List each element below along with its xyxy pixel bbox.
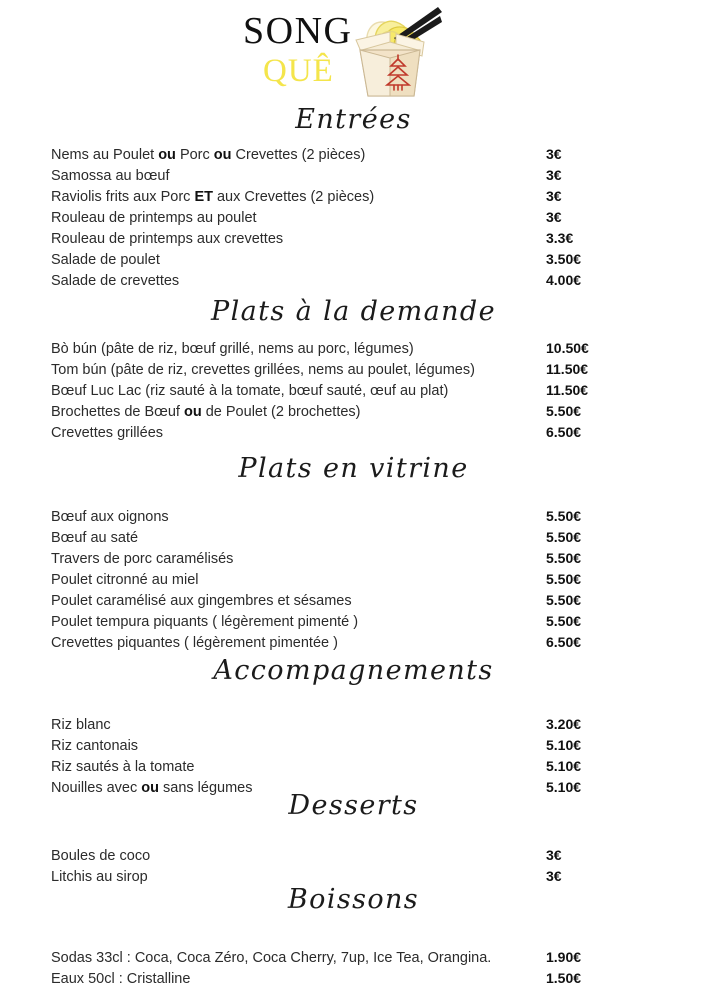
menu-item-name: Riz blanc bbox=[51, 717, 111, 734]
menu-item-price: 11.50€ bbox=[546, 382, 589, 399]
menu-item-row bbox=[0, 632, 707, 653]
menu-item-row bbox=[0, 359, 707, 380]
menu-section-plats-a-la-demande bbox=[0, 298, 707, 443]
menu-item-price: 5.50€ bbox=[546, 403, 582, 420]
menu-item-row bbox=[0, 548, 707, 569]
menu-item-name: Tom bún (pâte de riz, crevettes grillées, nems au poulet, légumes) bbox=[51, 362, 475, 379]
menu-item-name: Rouleau de printemps au poulet bbox=[51, 210, 257, 227]
section-heading: Plats en vitrine bbox=[238, 453, 469, 484]
menu-item-name: Salade de crevettes bbox=[51, 273, 180, 290]
menu-item-row bbox=[0, 714, 707, 735]
menu-item-row bbox=[0, 506, 707, 527]
menu-item-row bbox=[0, 735, 707, 756]
menu-item-row bbox=[0, 165, 707, 186]
menu-item-row bbox=[0, 527, 707, 548]
menu-item-name: Bœuf au saté bbox=[51, 530, 139, 547]
menu-item-name: Crevettes piquantes ( légèrement pimentée ) bbox=[51, 635, 338, 652]
menu-item-price: 1.90€ bbox=[546, 949, 582, 966]
menu-item-row bbox=[0, 401, 707, 422]
menu-item-row bbox=[0, 947, 707, 968]
menu-item-name: Rouleau de printemps aux crevettes bbox=[51, 231, 284, 248]
menu-item-name: Poulet caramélisé aux gingembres et sésames bbox=[51, 593, 352, 610]
menu-item-price: 1.50€ bbox=[546, 970, 582, 987]
menu-item-row bbox=[0, 249, 707, 270]
menu-header bbox=[0, 0, 707, 104]
menu-item-price: 5.50€ bbox=[546, 529, 582, 546]
menu-item-name: Litchis au sirop bbox=[51, 869, 148, 886]
menu-item-price: 5.10€ bbox=[546, 758, 582, 775]
takeout-noodle-box-icon bbox=[338, 2, 442, 102]
menu-item-name: Crevettes grillées bbox=[51, 425, 164, 442]
menu-item-price: 5.10€ bbox=[546, 737, 582, 754]
menu-item-price: 3€ bbox=[546, 188, 562, 205]
menu-item-price: 3.3€ bbox=[546, 230, 574, 247]
menu-item-price: 5.50€ bbox=[546, 613, 582, 630]
brand-name-secondary: QUÊ bbox=[263, 53, 334, 89]
menu-item-row bbox=[0, 186, 707, 207]
menu-item-row bbox=[0, 611, 707, 632]
menu-item-name: Riz cantonais bbox=[51, 738, 139, 755]
menu-item-list bbox=[0, 845, 707, 887]
menu-item-name: Poulet tempura piquants ( légèrement pimenté ) bbox=[51, 614, 359, 631]
menu-item-list bbox=[0, 714, 707, 798]
menu-item-name: Salade de poulet bbox=[51, 252, 160, 269]
menu-item-row bbox=[0, 270, 707, 291]
section-heading: Boissons bbox=[287, 884, 420, 915]
menu-item-name: Eaux 50cl : Cristalline bbox=[51, 971, 191, 988]
menu-item-list bbox=[0, 506, 707, 653]
menu-item-price: 3€ bbox=[546, 868, 562, 885]
menu-item-name: Samossa au bœuf bbox=[51, 168, 170, 185]
menu-item-name: Nems au Poulet ou Porc ou Crevettes (2 pièces) bbox=[51, 147, 366, 164]
section-heading: Desserts bbox=[288, 790, 419, 821]
menu-item-name: Nouilles avec ou sans légumes bbox=[51, 780, 253, 797]
menu-section-entrees bbox=[0, 106, 707, 291]
menu-item-price: 10.50€ bbox=[546, 340, 589, 357]
menu-item-name: Riz sautés à la tomate bbox=[51, 759, 195, 776]
menu-item-name: Boules de coco bbox=[51, 848, 151, 865]
menu-item-list bbox=[0, 947, 707, 989]
menu-item-row bbox=[0, 590, 707, 611]
menu-item-price: 5.50€ bbox=[546, 508, 582, 525]
menu-item-price: 6.50€ bbox=[546, 424, 582, 441]
menu-item-price: 6.50€ bbox=[546, 634, 582, 651]
menu-item-name: Bò bún (pâte de riz, bœuf grillé, nems au porc, légumes) bbox=[51, 341, 414, 358]
menu-item-row bbox=[0, 228, 707, 249]
menu-section-accompagnements bbox=[0, 657, 707, 798]
menu-item-price: 3€ bbox=[546, 146, 562, 163]
menu-item-price: 5.50€ bbox=[546, 550, 582, 567]
menu-item-name: Brochettes de Bœuf ou de Poulet (2 brochettes) bbox=[51, 404, 361, 421]
menu-item-price: 3.50€ bbox=[546, 251, 582, 268]
brand-name-primary: SONG bbox=[243, 10, 353, 52]
menu-item-name: Raviolis frits aux Porc ET aux Crevettes (2 pièces) bbox=[51, 189, 375, 206]
menu-item-name: Poulet citronné au miel bbox=[51, 572, 199, 589]
menu-item-list bbox=[0, 144, 707, 291]
menu-item-row bbox=[0, 338, 707, 359]
menu-item-price: 3€ bbox=[546, 847, 562, 864]
section-heading: Entrées bbox=[295, 104, 412, 135]
menu-item-price: 3.20€ bbox=[546, 716, 582, 733]
menu-section-desserts bbox=[0, 792, 707, 887]
menu-item-price: 3€ bbox=[546, 209, 562, 226]
menu-item-row bbox=[0, 144, 707, 165]
menu-section-plats-en-vitrine bbox=[0, 455, 707, 653]
menu-item-row bbox=[0, 756, 707, 777]
menu-item-price: 5.50€ bbox=[546, 592, 582, 609]
section-heading: Plats à la demande bbox=[211, 296, 496, 327]
menu-item-row bbox=[0, 968, 707, 989]
menu-item-name: Bœuf Luc Lac (riz sauté à la tomate, bœuf sauté, œuf au plat) bbox=[51, 383, 449, 400]
menu-item-name: Travers de porc caramélisés bbox=[51, 551, 234, 568]
menu-item-row bbox=[0, 380, 707, 401]
menu-item-price: 3€ bbox=[546, 167, 562, 184]
menu-item-row bbox=[0, 569, 707, 590]
menu-item-price: 11.50€ bbox=[546, 361, 589, 378]
menu-item-price: 5.50€ bbox=[546, 571, 582, 588]
menu-section-boissons bbox=[0, 886, 707, 989]
menu-item-name: Sodas 33cl : Coca, Coca Zéro, Coca Cherry, 7up, Ice Tea, Orangina. bbox=[51, 950, 492, 967]
menu-item-list bbox=[0, 338, 707, 443]
menu-item-row bbox=[0, 422, 707, 443]
menu-item-name: Bœuf aux oignons bbox=[51, 509, 169, 526]
section-heading: Accompagnements bbox=[213, 655, 494, 686]
menu-item-row bbox=[0, 845, 707, 866]
menu-item-row bbox=[0, 207, 707, 228]
menu-item-price: 4.00€ bbox=[546, 272, 582, 289]
menu-item-price: 5.10€ bbox=[546, 779, 582, 796]
